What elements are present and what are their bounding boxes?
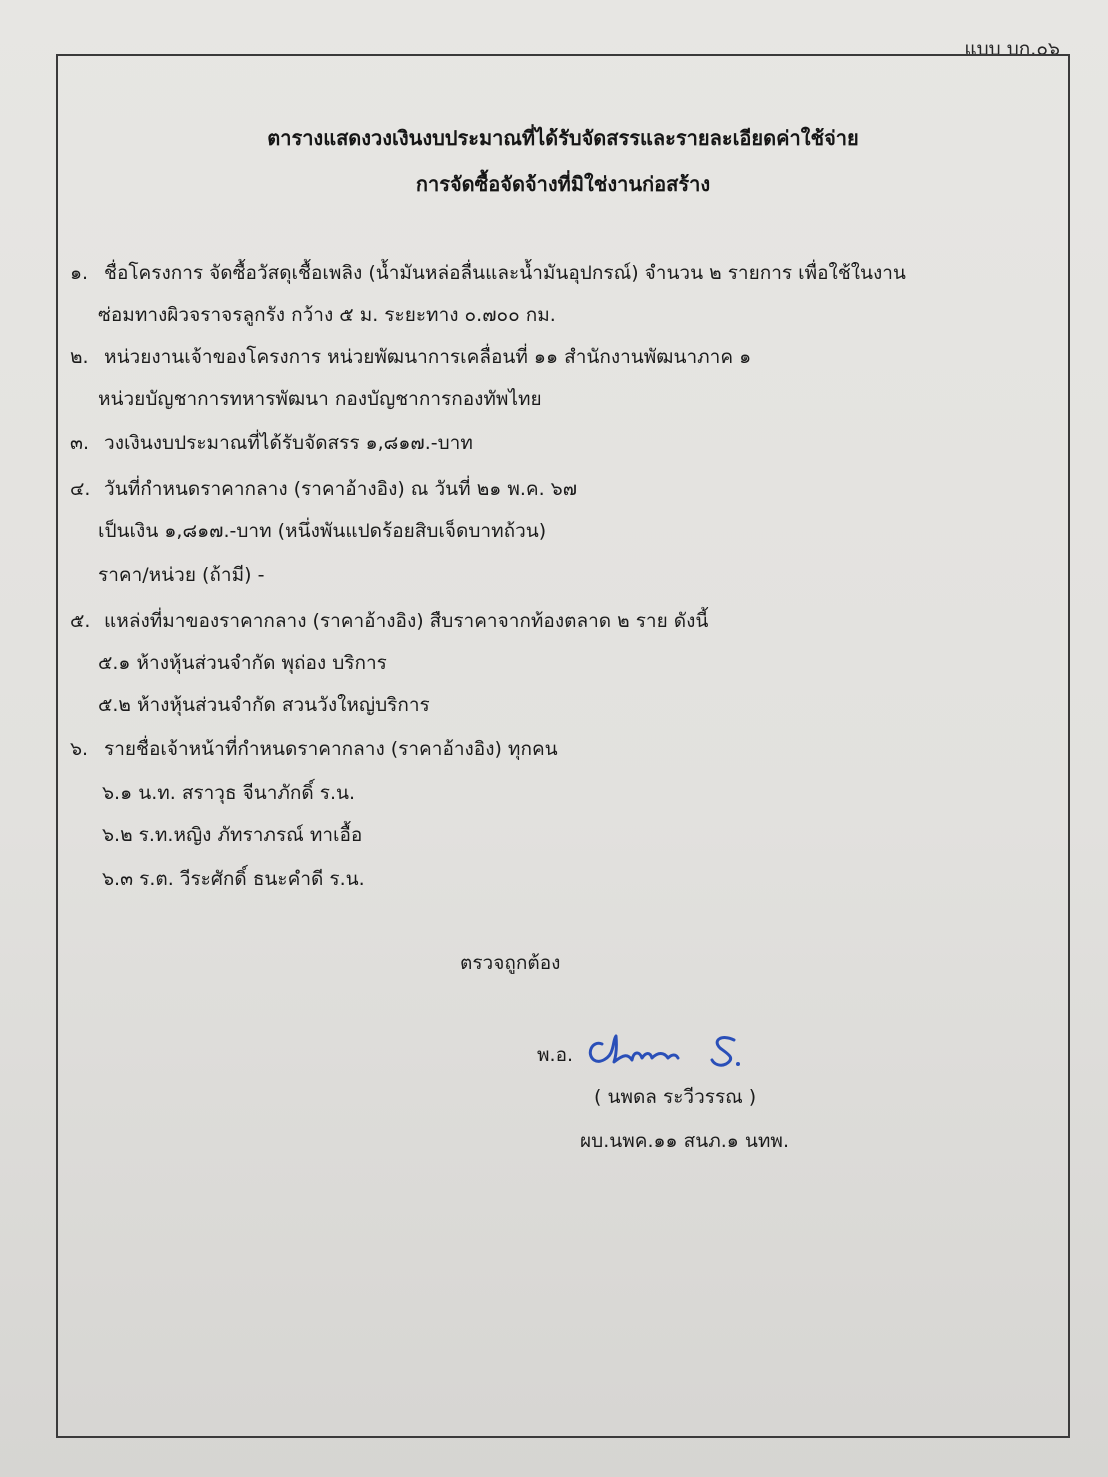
item-6 [70,734,558,764]
item-4-unit-price: ราคา/หน่วย (ถ้ามี) - [98,564,265,586]
official-1: ๖.๑ น.ท. สราวุธ จีนาภักดิ์ ร.น. [102,782,356,804]
item-text: แหล่งที่มาของราคากลาง (ราคาอ้างอิง) สืบราคาจากท้องตลาด ๒ ราย ดังนี้ [104,610,709,632]
item-2-continuation: หน่วยบัญชาการทหารพัฒนา กองบัญชาการกองทัพไทย [98,388,542,410]
official-2: ๖.๒ ร.ท.หญิง ภัทราภรณ์ ทาเอื้อ [102,824,363,846]
item-4-amount: เป็นเงิน ๑,๘๑๗.-บาท (หนึ่งพันแปดร้อยสิบเจ็ดบาทถ้วน) [98,520,547,542]
form-code: แบบ บก.๐๖ [964,38,1060,60]
item-4 [70,474,577,504]
item-number: ๔. [70,478,91,500]
item-1-continuation: ซ่อมทางผิวจราจรลูกรัง กว้าง ๕ ม. ระยะทาง ๐.๗๐๐ กม. [98,304,556,326]
item-number: ๑. [70,262,89,284]
item-number: ๒. [70,346,89,368]
signer-position: ผบ.นพค.๑๑ สนภ.๑ นทพ. [580,1130,789,1152]
item-text: รายชื่อเจ้าหน้าที่กำหนดราคากลาง (ราคาอ้างอิง) ทุกคน [104,738,558,760]
item-3 [70,428,473,458]
document-title: ตารางแสดงวงเงินงบประมาณที่ได้รับจัดสรรและรายละเอียดค่าใช้จ่าย [267,126,859,150]
item-2 [70,342,751,372]
item-text: วันที่กำหนดราคากลาง (ราคาอ้างอิง) ณ วันที่ ๒๑ พ.ค. ๖๗ [104,478,578,500]
signer-name: ( นพดล ระวีวรรณ ) [594,1086,757,1108]
item-number: ๓. [70,432,90,454]
signature-icon [584,1030,744,1070]
item-text: ชื่อโครงการ จัดซื้อวัสดุเชื้อเพลิง (น้ำมันหล่อลื่นและน้ำมันอุปกรณ์) จำนวน ๒ รายการ เพื่อใช้ในงาน [104,262,906,284]
certify-label: ตรวจถูกต้อง [460,952,561,974]
item-number: ๕. [70,610,91,632]
item-number: ๖. [70,738,89,760]
sub-item: ๕.๑ ห้างหุ้นส่วนจำกัด พุถ่อง บริการ [98,652,387,674]
item-text: หน่วยงานเจ้าของโครงการ หน่วยพัฒนาการเคลื่อนที่ ๑๑ สำนักงานพัฒนาภาค ๑ [104,346,752,368]
sub-item: ๕.๒ ห้างหุ้นส่วนจำกัด สวนวังใหญ่บริการ [98,694,430,716]
document-subtitle: การจัดซื้อจัดจ้างที่มิใช่งานก่อสร้าง [415,172,711,196]
signer-rank: พ.อ. [537,1044,574,1066]
item-text: วงเงินงบประมาณที่ได้รับจัดสรร ๑,๘๑๗.-บาท [104,432,473,454]
official-3: ๖.๓ ร.ต. วีระศักดิ์ ธนะคำดี ร.น. [102,868,365,890]
item-1 [70,258,906,288]
item-5 [70,606,708,636]
